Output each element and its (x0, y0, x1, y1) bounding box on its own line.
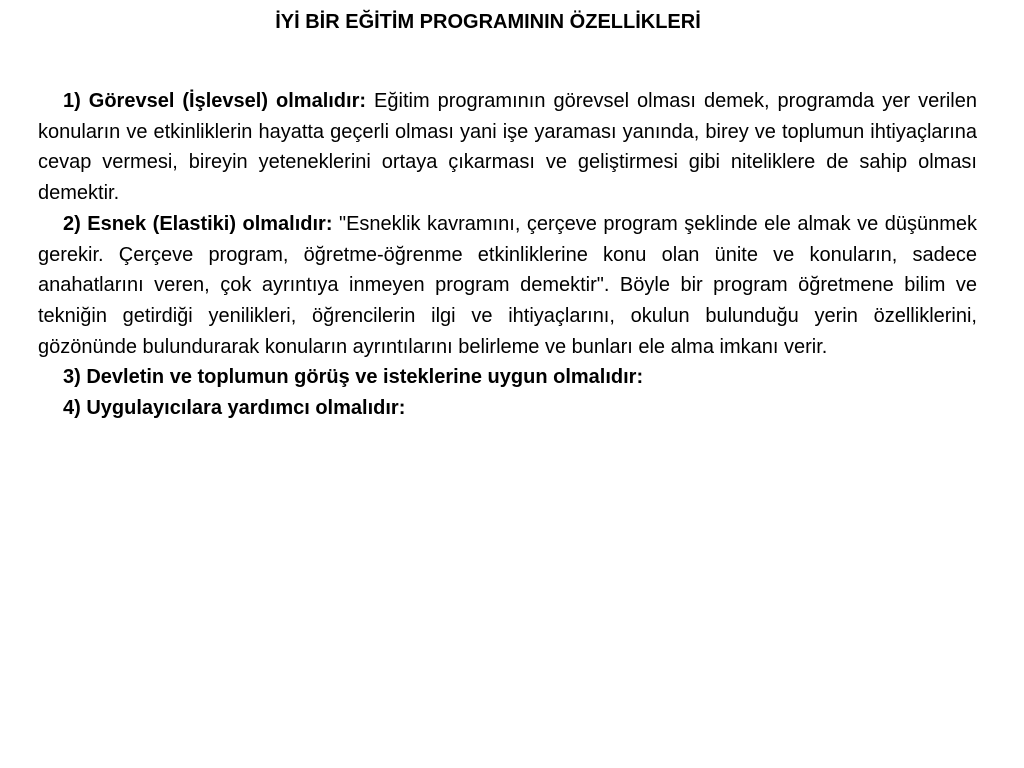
list-item (38, 86, 977, 209)
item-heading: 4) Uygulayıcılara yardımcı olmalıdır: (63, 397, 406, 420)
list-item (38, 393, 977, 424)
slide-body (38, 86, 977, 424)
page-title: İYİ BİR EĞİTİM PROGRAMININ ÖZELLİKLERİ (275, 11, 701, 33)
list-item (38, 362, 977, 393)
list-item (38, 209, 977, 363)
item-text: Eğitim programının görevsel olması demek, programda yer verilen konuların ve etkinliklerin hayatta geçerli olması yani işe yaraması yanında, birey ve toplumun ihtiyaçlarına cevap vermesi, bireyin yeteneklerini ortaya çıkarması ve geliştirmesi gibi niteliklere de sahip olması demektir. (38, 90, 977, 205)
item-text: "Esneklik kavramını, çerçeve program şeklinde ele almak ve düşünmek gerekir. Çerçeve program, öğretme-öğrenme etkinliklerine konu olan ünite ve konuların, sadece anahatlarını veren, çok ayrıntıya inmeyen program demektir". Böyle bir program öğretmene bilim ve tekniğin getirdiği yenilikleri, öğrencilerin ilgi ve ihtiyaçlarını, okulun bulunduğu yerin özelliklerini, gözönünde bulundurarak konuların ayrıntılarını belirleme ve bunları ele alma imkanı verir. (38, 212, 978, 358)
item-heading: 2) Esnek (Elastiki) olmalıdır: (63, 212, 333, 235)
item-heading: 1) Görevsel (İşlevsel) olmalıdır: (63, 90, 367, 112)
item-heading: 3) Devletin ve toplumun görüş ve isteklerine uygun olmalıdır: (63, 366, 644, 389)
